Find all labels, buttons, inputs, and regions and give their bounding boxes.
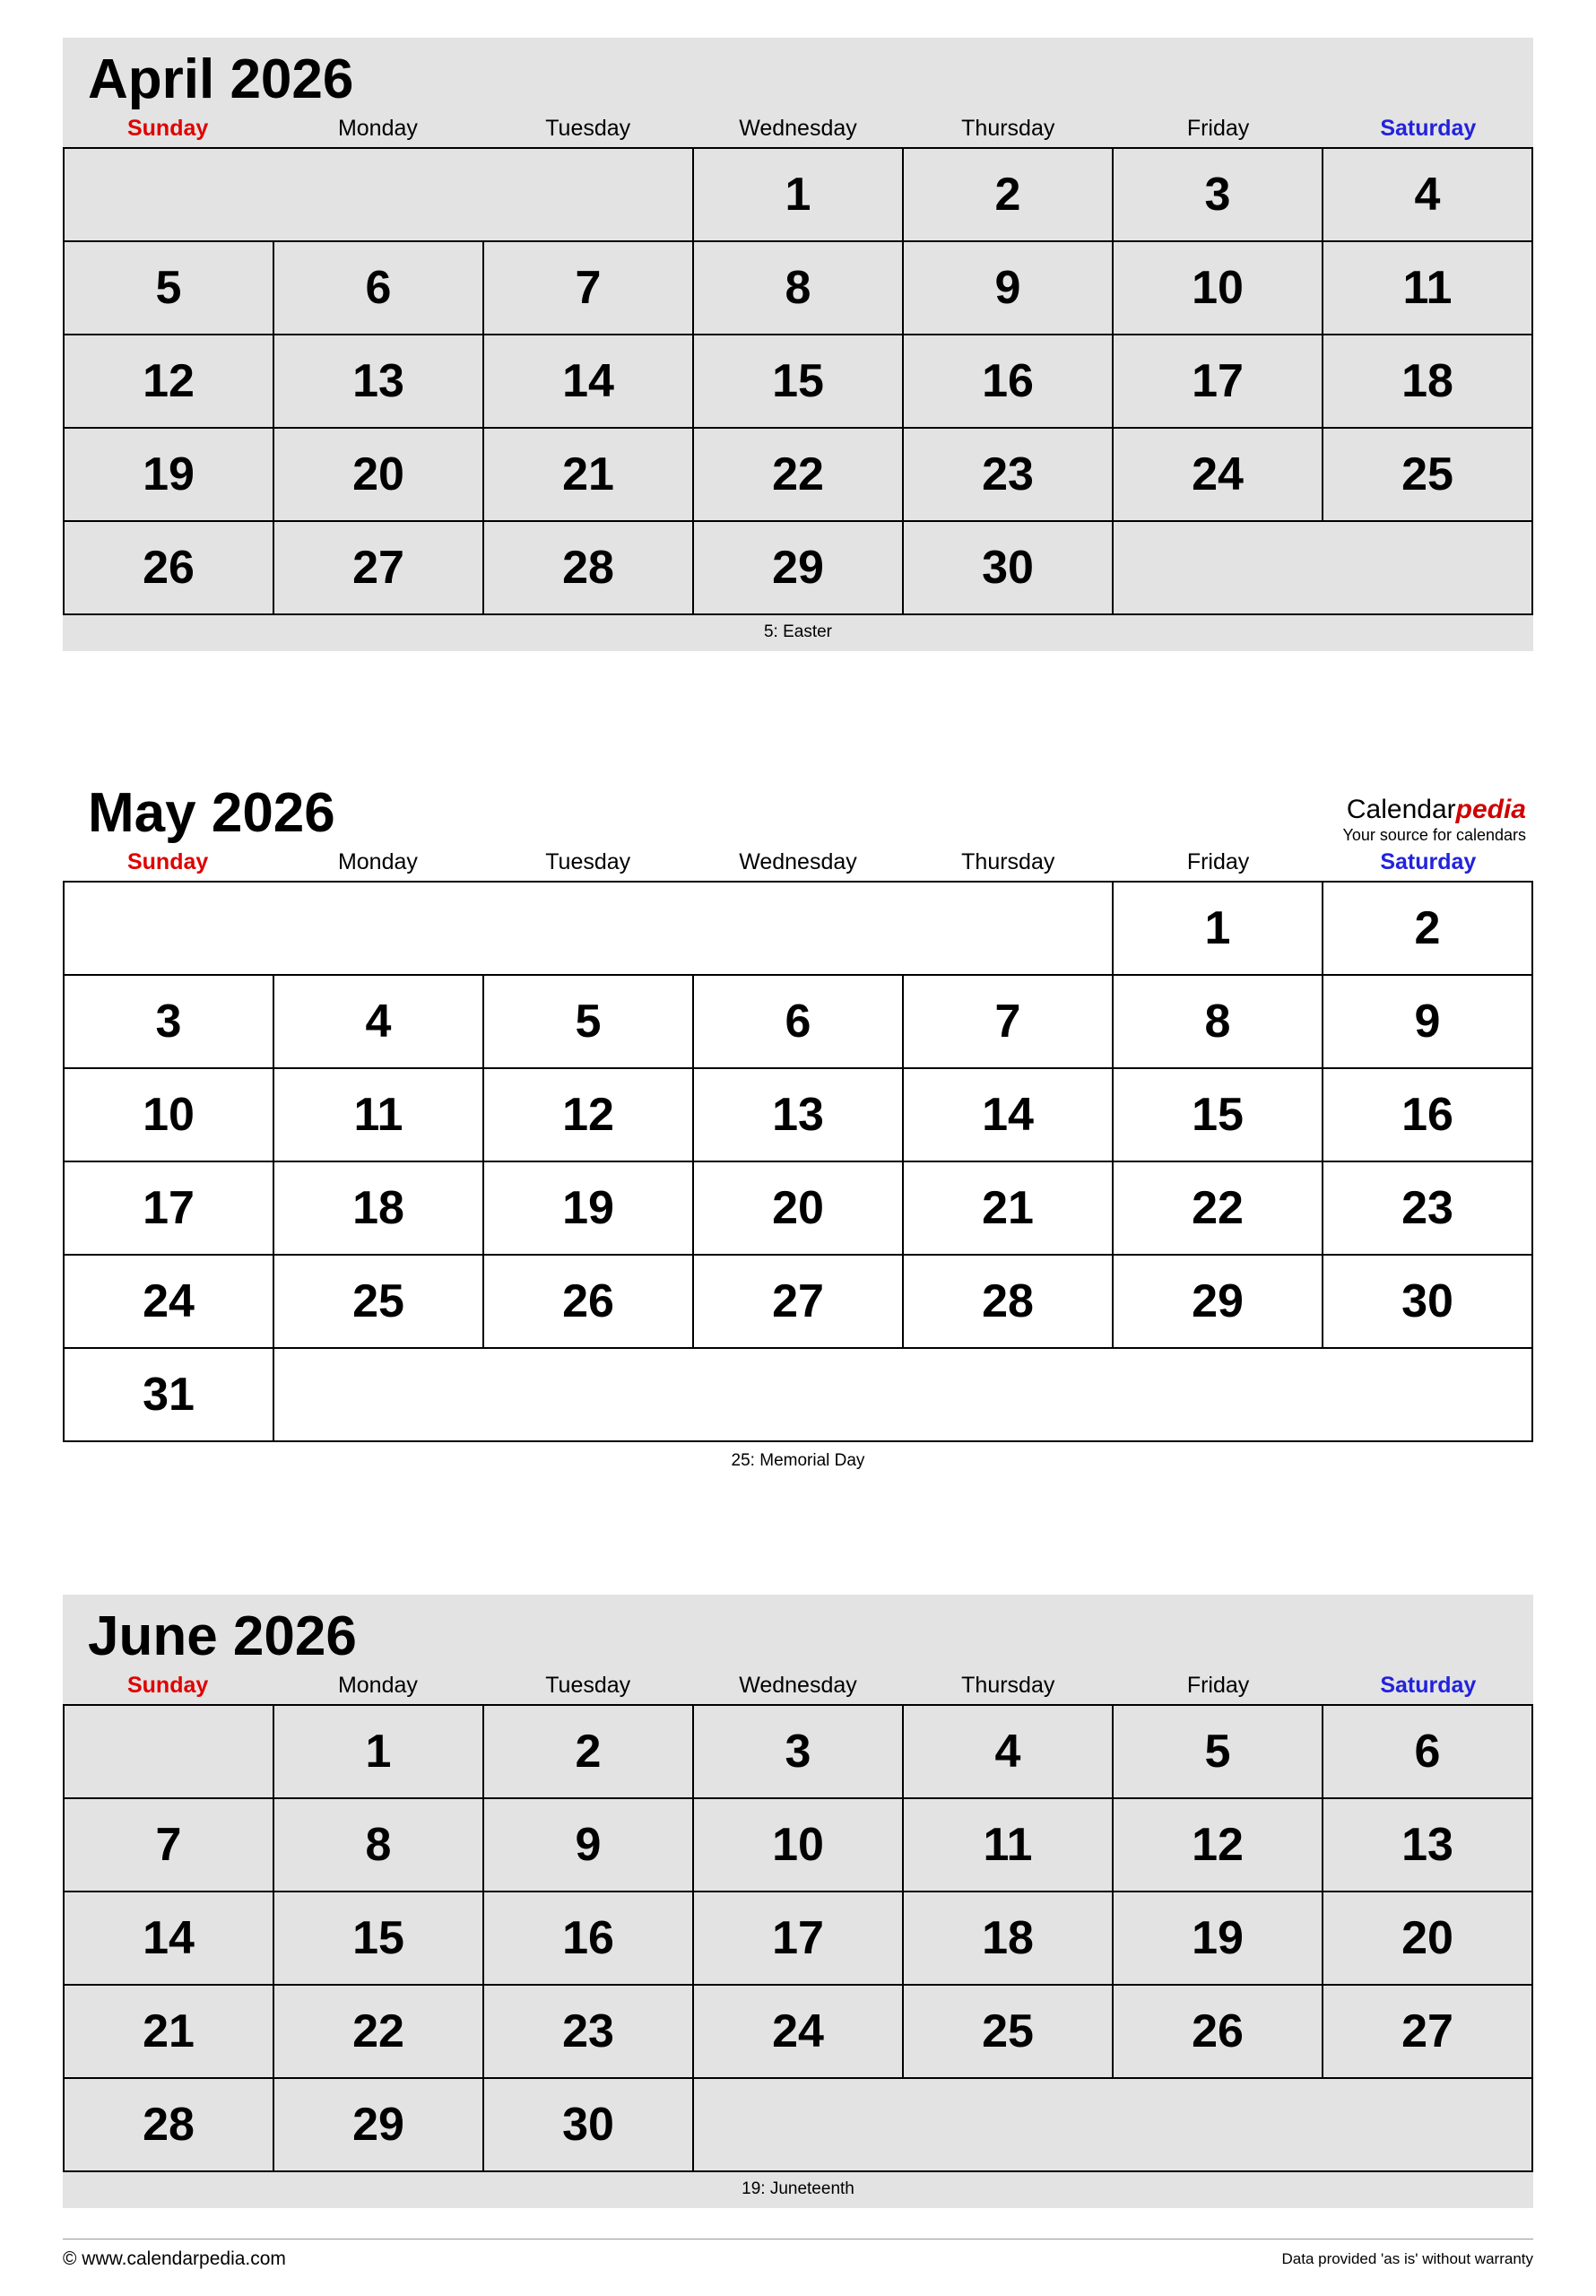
calendar-day-cell: 4 xyxy=(903,1705,1113,1798)
calendar-day-cell: 29 xyxy=(1113,1255,1323,1348)
calendar-day-cell: 29 xyxy=(273,2078,483,2171)
footer-copyright: © www.calendarpedia.com xyxy=(63,2248,286,2269)
calendar-week-row xyxy=(64,1985,1532,2078)
calendar-day-cell: 26 xyxy=(483,1255,693,1348)
calendar-day-cell: 3 xyxy=(1113,148,1323,241)
calendar-day-cell: 18 xyxy=(903,1892,1113,1985)
calendar-day-cell: 9 xyxy=(1323,975,1532,1068)
calendar-day-cell: 27 xyxy=(1323,1985,1532,2078)
calendar-day-cell: 31 xyxy=(64,1348,273,1441)
calendar-week-row xyxy=(64,428,1532,521)
calendar-day-cell: 20 xyxy=(273,428,483,521)
calendar-day-cell: 16 xyxy=(1323,1068,1532,1161)
calendar-day-cell: 12 xyxy=(1113,1798,1323,1892)
calendar-day-cell: 24 xyxy=(64,1255,273,1348)
weekday-thursday: Thursday xyxy=(961,1673,1055,1699)
calendar-week-row xyxy=(64,1892,1532,1985)
calendar-day-cell: 23 xyxy=(483,1985,693,2078)
calendar-day-cell: 2 xyxy=(483,1705,693,1798)
calendar-day-cell: 3 xyxy=(693,1705,903,1798)
calendar-day-cell: 14 xyxy=(64,1892,273,1985)
calendar-day-cell: 2 xyxy=(903,148,1113,241)
calendar-day-cell: 15 xyxy=(273,1892,483,1985)
calendar-week-row xyxy=(64,2078,1532,2171)
calendar-day-cell: 10 xyxy=(1113,241,1323,335)
calendar-day-cell: 18 xyxy=(273,1161,483,1255)
calendar-week-row xyxy=(64,148,1532,241)
month-title-may: May 2026 xyxy=(88,782,335,844)
calendar-day-cell: 20 xyxy=(693,1161,903,1255)
weekday-header-june xyxy=(63,1671,1533,1704)
weekday-sunday: Sunday xyxy=(126,116,209,142)
month-note-may: 25: Memorial Day xyxy=(731,1451,865,1471)
calendar-cell-empty xyxy=(1113,521,1532,614)
calendar-day-cell: 3 xyxy=(64,975,273,1068)
calendar-day-cell: 11 xyxy=(1323,241,1532,335)
calendar-day-cell: 24 xyxy=(1113,428,1323,521)
calendar-week-row xyxy=(64,1068,1532,1161)
calendar-day-cell: 4 xyxy=(273,975,483,1068)
calendar-day-cell: 9 xyxy=(483,1798,693,1892)
calendar-day-cell: 7 xyxy=(64,1798,273,1892)
calendar-day-cell: 22 xyxy=(693,428,903,521)
calendar-week-row xyxy=(64,521,1532,614)
calendar-week-row xyxy=(64,1798,1532,1892)
calendar-day-cell: 16 xyxy=(903,335,1113,428)
calendar-day-cell: 30 xyxy=(1323,1255,1532,1348)
calendar-day-cell: 20 xyxy=(1323,1892,1532,1985)
calendar-day-cell: 1 xyxy=(1113,882,1323,975)
calendar-day-cell: 6 xyxy=(1323,1705,1532,1798)
month-title-april: April 2026 xyxy=(88,48,354,110)
calendar-day-cell: 4 xyxy=(1323,148,1532,241)
calendar-day-cell: 7 xyxy=(483,241,693,335)
calendar-day-cell: 25 xyxy=(273,1255,483,1348)
calendar-day-cell: 23 xyxy=(903,428,1113,521)
calendar-grid-june xyxy=(63,1704,1533,2172)
calendar-day-cell: 11 xyxy=(273,1068,483,1161)
calendar-week-row xyxy=(64,1348,1532,1441)
calendar-day-cell: 12 xyxy=(64,335,273,428)
weekday-sunday: Sunday xyxy=(126,1673,209,1699)
weekday-saturday: Saturday xyxy=(1380,849,1477,875)
calendar-day-cell: 1 xyxy=(693,148,903,241)
calendar-day-cell: 6 xyxy=(273,241,483,335)
month-block-may xyxy=(63,771,1533,1474)
calendar-week-row xyxy=(64,241,1532,335)
calendar-cell-empty xyxy=(693,2078,1532,2171)
calendar-day-cell: 1 xyxy=(273,1705,483,1798)
weekday-saturday: Saturday xyxy=(1380,116,1477,142)
calendar-day-cell: 15 xyxy=(1113,1068,1323,1161)
calendar-day-cell: 19 xyxy=(1113,1892,1323,1985)
calendar-day-cell: 5 xyxy=(483,975,693,1068)
weekday-friday: Friday xyxy=(1186,1673,1250,1699)
calendar-day-cell: 15 xyxy=(693,335,903,428)
weekday-header-april xyxy=(63,114,1533,147)
calendar-day-cell: 14 xyxy=(903,1068,1113,1161)
calendar-day-cell: 27 xyxy=(273,521,483,614)
weekday-monday: Monday xyxy=(337,116,418,142)
month-block-june xyxy=(63,1595,1533,2208)
calendar-day-cell: 17 xyxy=(64,1161,273,1255)
calendar-week-row xyxy=(64,1161,1532,1255)
calendar-week-row xyxy=(64,975,1532,1068)
calendar-cell-empty xyxy=(64,1705,273,1798)
month-title-june: June 2026 xyxy=(88,1605,357,1667)
calendar-week-row xyxy=(64,882,1532,975)
weekday-tuesday: Tuesday xyxy=(545,116,631,142)
calendar-grid-april xyxy=(63,147,1533,615)
calendar-day-cell: 13 xyxy=(1323,1798,1532,1892)
calendar-day-cell: 29 xyxy=(693,521,903,614)
calendar-day-cell: 19 xyxy=(64,428,273,521)
calendar-day-cell: 10 xyxy=(64,1068,273,1161)
calendar-day-cell: 11 xyxy=(903,1798,1113,1892)
weekday-friday: Friday xyxy=(1186,116,1250,142)
weekday-thursday: Thursday xyxy=(961,116,1055,142)
calendar-day-cell: 9 xyxy=(903,241,1113,335)
calendar-week-row xyxy=(64,1705,1532,1798)
calendar-day-cell: 6 xyxy=(693,975,903,1068)
calendar-day-cell: 7 xyxy=(903,975,1113,1068)
calendar-day-cell: 17 xyxy=(1113,335,1323,428)
calendar-day-cell: 19 xyxy=(483,1161,693,1255)
calendar-cell-empty xyxy=(64,148,693,241)
weekday-wednesday: Wednesday xyxy=(739,849,857,875)
logo-brand-first: Calendar xyxy=(1346,795,1456,824)
calendar-day-cell: 17 xyxy=(693,1892,903,1985)
calendar-day-cell: 24 xyxy=(693,1985,903,2078)
calendar-day-cell: 8 xyxy=(1113,975,1323,1068)
calendar-day-cell: 14 xyxy=(483,335,693,428)
calendar-day-cell: 2 xyxy=(1323,882,1532,975)
calendar-day-cell: 23 xyxy=(1323,1161,1532,1255)
calendar-day-cell: 16 xyxy=(483,1892,693,1985)
calendar-day-cell: 22 xyxy=(273,1985,483,2078)
logo-brand-second: pedia xyxy=(1455,795,1526,824)
calendar-day-cell: 25 xyxy=(903,1985,1113,2078)
weekday-thursday: Thursday xyxy=(961,849,1055,875)
weekday-monday: Monday xyxy=(337,1673,418,1699)
weekday-monday: Monday xyxy=(337,849,418,875)
month-block-april xyxy=(63,38,1533,651)
calendar-day-cell: 5 xyxy=(64,241,273,335)
weekday-header-may xyxy=(63,848,1533,881)
calendar-day-cell: 13 xyxy=(273,335,483,428)
weekday-saturday: Saturday xyxy=(1380,1673,1477,1699)
calendar-day-cell: 22 xyxy=(1113,1161,1323,1255)
weekday-wednesday: Wednesday xyxy=(739,1673,857,1699)
calendar-day-cell: 28 xyxy=(483,521,693,614)
calendar-grid-may xyxy=(63,881,1533,1442)
calendar-day-cell: 18 xyxy=(1323,335,1532,428)
month-note-june: 19: Juneteenth xyxy=(742,2179,854,2199)
calendar-day-cell: 21 xyxy=(483,428,693,521)
calendar-day-cell: 5 xyxy=(1113,1705,1323,1798)
calendar-day-cell: 26 xyxy=(64,521,273,614)
calendar-day-cell: 28 xyxy=(903,1255,1113,1348)
footer-disclaimer: Data provided 'as is' without warranty xyxy=(1281,2250,1533,2267)
month-note-april: 5: Easter xyxy=(763,622,833,642)
calendar-day-cell: 12 xyxy=(483,1068,693,1161)
page-footer xyxy=(63,2239,1533,2270)
calendar-day-cell: 30 xyxy=(903,521,1113,614)
calendar-day-cell: 8 xyxy=(273,1798,483,1892)
weekday-friday: Friday xyxy=(1186,849,1250,875)
calendarpedia-logo xyxy=(1343,795,1526,844)
calendar-day-cell: 25 xyxy=(1323,428,1532,521)
calendar-day-cell: 21 xyxy=(903,1161,1113,1255)
calendar-day-cell: 10 xyxy=(693,1798,903,1892)
calendar-day-cell: 27 xyxy=(693,1255,903,1348)
calendar-day-cell: 28 xyxy=(64,2078,273,2171)
calendar-cell-empty xyxy=(64,882,1113,975)
calendar-day-cell: 26 xyxy=(1113,1985,1323,2078)
calendar-day-cell: 30 xyxy=(483,2078,693,2171)
weekday-sunday: Sunday xyxy=(126,849,209,875)
weekday-tuesday: Tuesday xyxy=(545,849,631,875)
calendar-day-cell: 21 xyxy=(64,1985,273,2078)
logo-brand xyxy=(1343,795,1526,826)
logo-tagline: Your source for calendars xyxy=(1342,825,1526,844)
calendar-cell-empty xyxy=(273,1348,1532,1441)
calendar-week-row xyxy=(64,335,1532,428)
weekday-wednesday: Wednesday xyxy=(739,116,857,142)
calendar-day-cell: 8 xyxy=(693,241,903,335)
weekday-tuesday: Tuesday xyxy=(545,1673,631,1699)
calendar-week-row xyxy=(64,1255,1532,1348)
calendar-day-cell: 13 xyxy=(693,1068,903,1161)
